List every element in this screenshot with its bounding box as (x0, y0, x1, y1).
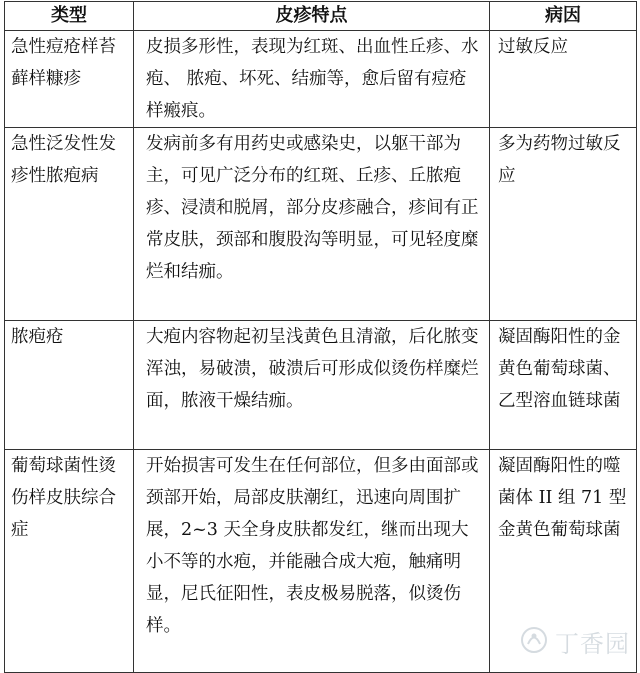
table-header-row (5, 2, 637, 31)
table-row (5, 128, 637, 321)
header-cause: 病因 (490, 2, 637, 31)
table-row (5, 450, 637, 673)
header-features: 皮疹特点 (134, 2, 490, 31)
row-type-cell: 脓疱疮 (5, 321, 134, 450)
table-row (5, 31, 637, 128)
row-features-cell: 皮损多形性，表现为红斑、出血性丘疹、水疱、 脓疱、坏死、结痂等，愈后留有痘疮样瘢痕。 (134, 31, 490, 128)
row-cause-cell: 过敏反应 (490, 31, 637, 128)
skin-rash-comparison-table (4, 1, 637, 673)
row-cause-cell: 多为药物过敏反应 (490, 128, 637, 321)
table-row (5, 321, 637, 450)
row-features-cell: 开始损害可发生在任何部位，但多由面部或颈部开始，局部皮肤潮红，迅速向周围扩展，2~3 天全身皮肤都发红，继而出现大小不等的水疱，并能融合成大疱，触痛明显，尼氏征阳性，表皮极易脱落，似烫伤样。 (134, 450, 490, 673)
row-type-cell: 急性痘疮样苔藓样糠疹 (5, 31, 134, 128)
row-type-cell: 急性泛发性发疹性脓疱病 (5, 128, 134, 321)
row-type-cell: 葡萄球菌性烫伤样皮肤综合症 (5, 450, 134, 673)
row-cause-cell: 凝固酶阳性的噬菌体 II 组 71 型金黄色葡萄球菌 (490, 450, 637, 673)
row-cause-cell: 凝固酶阳性的金黄色葡萄球菌、乙型溶血链球菌 (490, 321, 637, 450)
row-features-cell: 发病前多有用药史或感染史，以躯干部为主，可见广泛分布的红斑、丘疹、丘脓疱疹、浸渍和脱屑，部分皮疹融合，疹间有正常皮肤，颈部和腹股沟等明显，可见轻度糜烂和结痂。 (134, 128, 490, 321)
watermark-text: 丁香园 (555, 630, 630, 658)
header-type: 类型 (5, 2, 134, 31)
row-features-cell: 大疱内容物起初呈浅黄色且清澈，后化脓变浑浊，易破溃，破溃后可形成似烫伤样糜烂面，脓液干燥结痂。 (134, 321, 490, 450)
